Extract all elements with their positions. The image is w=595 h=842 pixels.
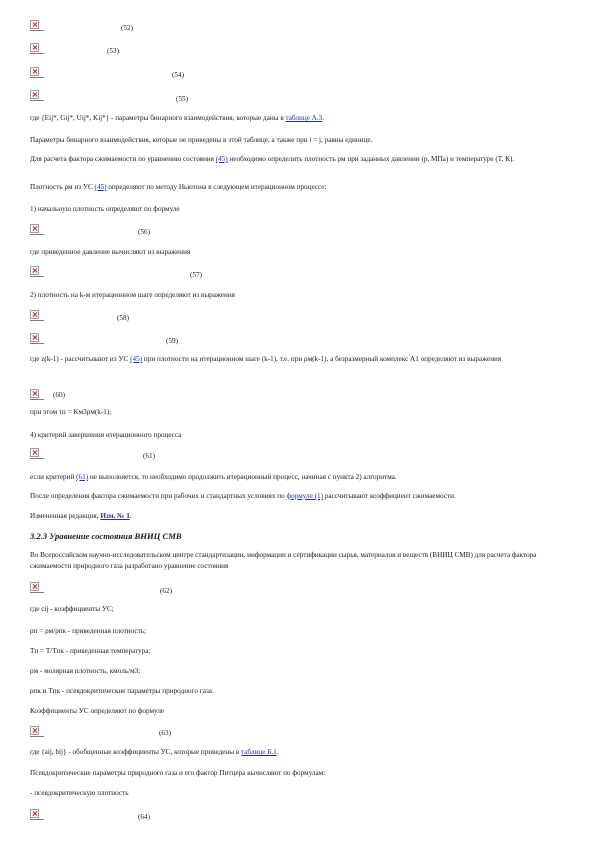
paragraph-pitzer: Псевдокритические параметры природного газа и его фактор Питцера вычисляют по формулам: <box>30 769 326 777</box>
paragraph-cij: где cij - коэффициенты УС; <box>30 605 114 613</box>
image-underline <box>30 399 44 400</box>
formula-number: (58) <box>117 314 129 322</box>
text: определяют по методу Ньютона в следующем итерационном процессе: <box>106 183 327 191</box>
text: где {aij, bij} - обобщенные коэффициенты УС, которые приведены в <box>30 748 242 756</box>
text: при плотности на итерационном шаге (k-1), т.е. при ρм(k-1), а безразмерный комплекс A1 определяют из выражения <box>142 355 502 363</box>
link-formula-1[interactable]: формуле (1) <box>286 492 324 500</box>
text: где {Eij*, Gij*, Uij*, Kij*} - параметры бинарного взаимодействия, которые даны в <box>30 114 286 122</box>
paragraph-reduced-temperature: Tп = T/Tпк - приведенная температура; <box>30 647 151 655</box>
text: . <box>276 748 279 756</box>
text: Для расчета фактора сжимаемости по уравнению состояния <box>30 155 216 163</box>
paragraph-compressibility <box>30 491 456 502</box>
paragraph-reduced-pressure: где приведенное давление вычисляют из выражения <box>30 248 191 256</box>
step-1-text: 1) начальную плотность определяют по формуле <box>30 205 180 213</box>
paragraph-density-calc <box>30 154 570 165</box>
text: После определения фактора сжимаемости при рабочих и стандартных условиях по <box>30 492 287 500</box>
broken-image-icon <box>30 726 39 735</box>
text: . <box>322 114 325 122</box>
image-underline <box>30 30 44 31</box>
paragraph-tau: при этом τп = Kм3ρм(k-1); <box>30 408 112 416</box>
broken-image-icon <box>30 389 39 398</box>
formula-number: (52) <box>121 24 133 32</box>
link-eq-61[interactable]: (61) <box>76 473 89 481</box>
paragraph-pseudocritical-density: - псевдокритическую плотность <box>30 789 129 797</box>
link-table-a3[interactable]: таблице А.3 <box>285 114 323 122</box>
text: где z(k-1) - рассчитывают из УС <box>30 355 131 363</box>
formula-number: (56) <box>138 228 150 236</box>
broken-image-icon <box>30 20 39 29</box>
paragraph-pseudocritical: ρпк и Tпк - псевдокритические параметры природного газа. <box>30 687 214 695</box>
image-underline <box>30 234 44 235</box>
text: необходимо определить плотность ρм при заданных давлении (p, МПа) и температуре (T, К). <box>227 155 515 163</box>
paragraph-aij-bij <box>30 747 279 758</box>
formula-number: (63) <box>159 729 171 737</box>
paragraph-binary-params-note: Параметры бинарного взаимодействия, которые не приведены в этой таблице, а также при i = j, равны единице. <box>30 136 373 144</box>
broken-image-icon <box>30 333 39 342</box>
formula-number: (60) <box>53 391 65 399</box>
broken-image-icon <box>30 448 39 457</box>
text: если критерий <box>30 473 77 481</box>
formula-number: (64) <box>138 813 150 821</box>
image-underline <box>30 100 44 101</box>
text: не выполняется, то необходимо продолжить итерационный процесс, начиная с пункта 2) алгоритма. <box>88 473 397 481</box>
step-4-text: 4) критерий завершения итерационного процесса <box>30 431 182 439</box>
image-underline <box>30 819 44 820</box>
broken-image-icon <box>30 582 39 591</box>
image-underline <box>30 320 44 321</box>
link-amendment-1[interactable]: Изм. № 1 <box>100 512 130 520</box>
link-eq-45[interactable]: (45) <box>94 183 107 191</box>
text: Измененная редакция, <box>30 512 101 520</box>
paragraph-coefficients: Коэффициенты УС определяют по формуле <box>30 707 165 715</box>
text: рассчитывают коэффициент сжимаемости. <box>323 492 456 500</box>
broken-image-icon <box>30 90 39 99</box>
image-underline <box>30 77 44 78</box>
text: . <box>129 512 132 520</box>
paragraph-z-calc <box>30 354 570 365</box>
paragraph-molar-density: ρм - молярная плотность, кмоль/м3; <box>30 667 141 675</box>
text: Плотность ρм из УС <box>30 183 95 191</box>
step-2-text: 2) плотность на k-м итерационном шаге определяют из выражения <box>30 291 235 299</box>
broken-image-icon <box>30 809 39 818</box>
paragraph-criterion <box>30 472 397 483</box>
broken-image-icon <box>30 67 39 76</box>
formula-number: (61) <box>143 452 155 460</box>
paragraph-vnic-intro: Во Всероссийском научно-исследовательском центре стандартизации, информации и сертификации сырья, материалов и веществ (ВНИЦ СМВ) для расчета фактора сжимаемости природного газа разработано уравнение состояния <box>30 551 537 570</box>
image-underline <box>30 736 44 737</box>
image-underline <box>30 53 44 54</box>
link-eq-45[interactable]: (45) <box>215 155 228 163</box>
image-underline <box>30 458 44 459</box>
link-eq-45[interactable]: (45) <box>130 355 143 363</box>
formula-number: (55) <box>176 95 188 103</box>
image-underline <box>30 343 44 344</box>
section-heading: 3.2.3 Уравнение состояния ВНИЦ СМВ <box>30 531 182 541</box>
broken-image-icon <box>30 43 39 52</box>
paragraph-reduced-density: ρп = ρм/ρпк - приведенная плотность; <box>30 627 146 635</box>
formula-number: (62) <box>160 587 172 595</box>
formula-number: (57) <box>190 271 202 279</box>
paragraph-revision <box>30 511 132 522</box>
image-underline <box>30 276 44 277</box>
broken-image-icon <box>30 310 39 319</box>
broken-image-icon <box>30 224 39 233</box>
broken-image-icon <box>30 266 39 275</box>
formula-number: (53) <box>107 47 119 55</box>
paragraph-newton-method <box>30 182 326 193</box>
formula-number: (54) <box>172 71 184 79</box>
paragraph-binary-params <box>30 113 324 124</box>
link-table-b1[interactable]: таблице Б.1 <box>241 748 277 756</box>
formula-number: (59) <box>166 337 178 345</box>
image-underline <box>30 592 44 593</box>
